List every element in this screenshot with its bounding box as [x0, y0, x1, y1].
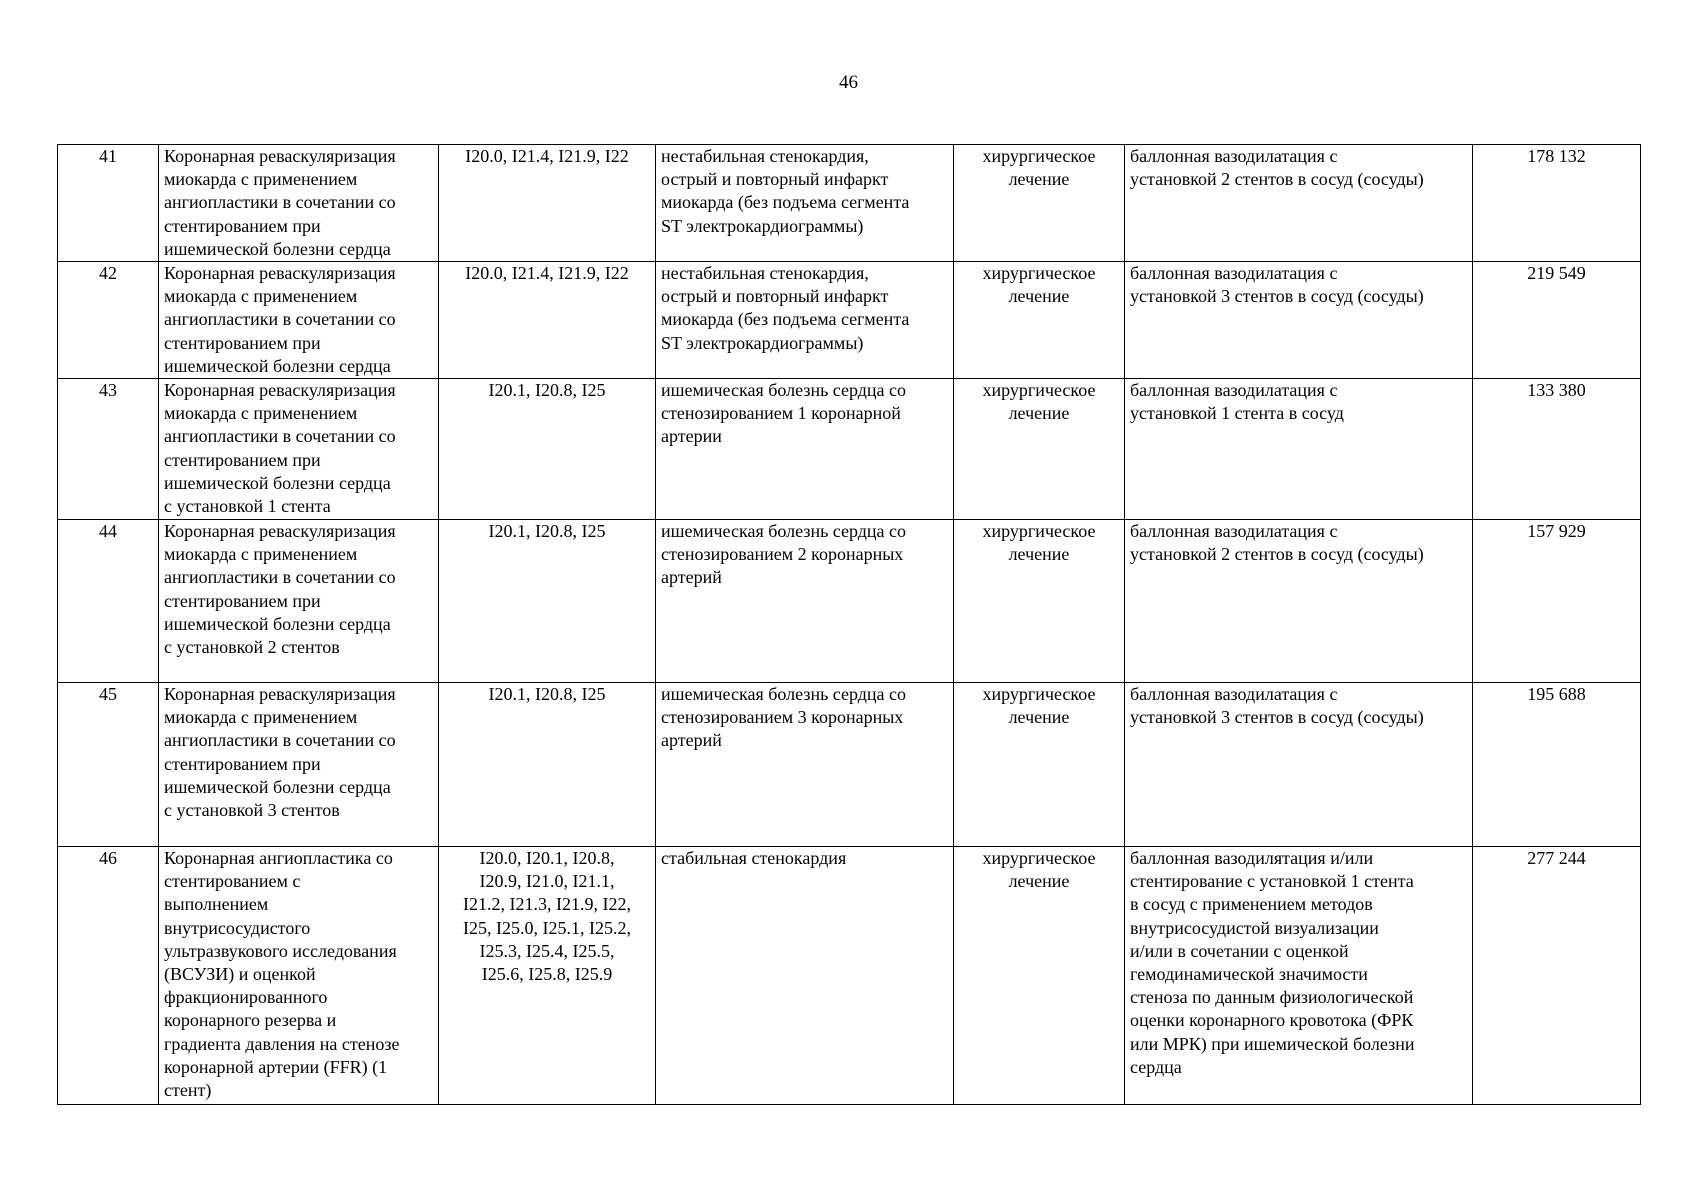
- service-name-cell: Коронарная ангиопластика со стентированием с выполнением внутрисосудистого ультразвукового исследования (ВСУЗИ) и оценкой фракционированного коронарного резерва и градиента давления на стенозе коронарной артерии (FFR) (1 стент): [159, 847, 439, 1105]
- service-name-cell: Коронарная реваскуляризация миокарда с применением ангиопластики в сочетании со стентированием при ишемической болезни сердца: [159, 145, 439, 262]
- icd-codes-cell: I20.1, I20.8, I25: [439, 683, 656, 847]
- treatment-method-cell: баллонная вазодилятация и/или стентирование с установкой 1 стента в сосуд с применением методов внутрисосудистой визуализации и/или в сочетании с оценкой гемодинамической значимости стеноза по данным физиологической оценки коронарного кровотока (ФРК или МРК) при ишемической болезни сердца: [1125, 847, 1473, 1105]
- cost-cell: 277 244: [1473, 847, 1641, 1105]
- treatment-type-cell: хирургическое лечение: [954, 145, 1125, 262]
- table-row: [58, 145, 1641, 262]
- icd-codes-cell: I20.1, I20.8, I25: [439, 520, 656, 683]
- treatment-method-cell: баллонная вазодилатация с установкой 2 стентов в сосуд (сосуды): [1125, 520, 1473, 683]
- treatment-type-cell: хирургическое лечение: [954, 847, 1125, 1105]
- treatment-method-cell: баллонная вазодилатация с установкой 2 стентов в сосуд (сосуды): [1125, 145, 1473, 262]
- diagnosis-cell: стабильная стенокардия: [656, 847, 954, 1105]
- cost-cell: 133 380: [1473, 379, 1641, 520]
- icd-codes-cell: I20.0, I21.4, I21.9, I22: [439, 262, 656, 379]
- table-row: [58, 262, 1641, 379]
- row-number-cell: 42: [58, 262, 159, 379]
- icd-codes-cell: I20.0, I20.1, I20.8, I20.9, I21.0, I21.1, I21.2, I21.3, I21.9, I22, I25, I25.0, I25.1, I25.2, I25.3, I25.4, I25.5, I25.6, I25.8, I25.9: [439, 847, 656, 1105]
- treatment-table: [57, 144, 1641, 1105]
- treatment-type-cell: хирургическое лечение: [954, 520, 1125, 683]
- row-number-cell: 41: [58, 145, 159, 262]
- row-number-cell: 45: [58, 683, 159, 847]
- table-row: [58, 379, 1641, 520]
- diagnosis-cell: нестабильная стенокардия, острый и повторный инфаркт миокарда (без подъема сегмента ST электрокардиограммы): [656, 262, 954, 379]
- treatment-type-cell: хирургическое лечение: [954, 379, 1125, 520]
- table-row: [58, 847, 1641, 1105]
- treatment-method-cell: баллонная вазодилатация с установкой 3 стентов в сосуд (сосуды): [1125, 262, 1473, 379]
- diagnosis-cell: ишемическая болезнь сердца со стенозированием 3 коронарных артерий: [656, 683, 954, 847]
- row-number-cell: 43: [58, 379, 159, 520]
- treatment-method-cell: баллонная вазодилатация с установкой 1 стента в сосуд: [1125, 379, 1473, 520]
- icd-codes-cell: I20.1, I20.8, I25: [439, 379, 656, 520]
- table-row: [58, 683, 1641, 847]
- diagnosis-cell: нестабильная стенокардия, острый и повторный инфаркт миокарда (без подъема сегмента ST электрокардиограммы): [656, 145, 954, 262]
- cost-cell: 178 132: [1473, 145, 1641, 262]
- treatment-method-cell: баллонная вазодилатация с установкой 3 стентов в сосуд (сосуды): [1125, 683, 1473, 847]
- diagnosis-cell: ишемическая болезнь сердца со стенозированием 2 коронарных артерий: [656, 520, 954, 683]
- service-name-cell: Коронарная реваскуляризация миокарда с применением ангиопластики в сочетании со стентированием при ишемической болезни сердца с установкой 2 стентов: [159, 520, 439, 683]
- service-name-cell: Коронарная реваскуляризация миокарда с применением ангиопластики в сочетании со стентированием при ишемической болезни сердца с установкой 1 стента: [159, 379, 439, 520]
- row-number-cell: 44: [58, 520, 159, 683]
- icd-codes-cell: I20.0, I21.4, I21.9, I22: [439, 145, 656, 262]
- service-name-cell: Коронарная реваскуляризация миокарда с применением ангиопластики в сочетании со стентированием при ишемической болезни сердца: [159, 262, 439, 379]
- cost-cell: 157 929: [1473, 520, 1641, 683]
- service-name-cell: Коронарная реваскуляризация миокарда с применением ангиопластики в сочетании со стентированием при ишемической болезни сердца с установкой 3 стентов: [159, 683, 439, 847]
- page-number: 46: [839, 72, 858, 93]
- cost-cell: 195 688: [1473, 683, 1641, 847]
- treatment-type-cell: хирургическое лечение: [954, 262, 1125, 379]
- treatment-type-cell: хирургическое лечение: [954, 683, 1125, 847]
- cost-cell: 219 549: [1473, 262, 1641, 379]
- table-row: [58, 520, 1641, 683]
- row-number-cell: 46: [58, 847, 159, 1105]
- diagnosis-cell: ишемическая болезнь сердца со стенозированием 1 коронарной артерии: [656, 379, 954, 520]
